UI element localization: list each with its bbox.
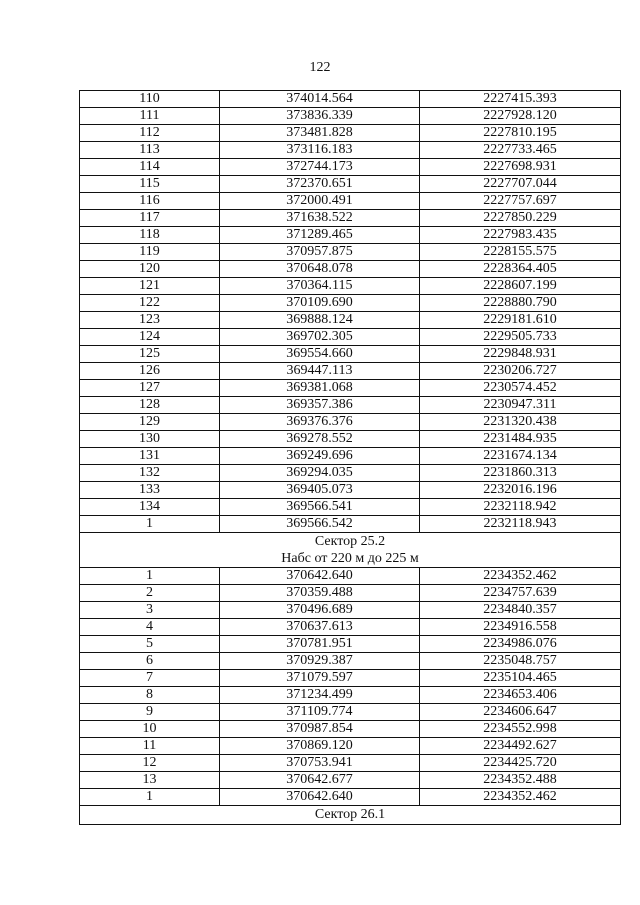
y-coordinate-cell: 2234425.720 xyxy=(420,755,621,772)
point-number-cell: 121 xyxy=(80,278,220,295)
point-number-cell: 124 xyxy=(80,329,220,346)
coordinates-table-wrapper xyxy=(79,90,620,825)
table-row xyxy=(80,312,621,329)
table-row xyxy=(80,619,621,636)
point-number-cell: 129 xyxy=(80,414,220,431)
table-row xyxy=(80,329,621,346)
y-coordinate-cell: 2234492.627 xyxy=(420,738,621,755)
x-coordinate-cell: 370753.941 xyxy=(220,755,420,772)
sector-title: Сектор 25.2 xyxy=(314,534,386,549)
y-coordinate-cell: 2229848.931 xyxy=(420,346,621,363)
x-coordinate-cell: 370869.120 xyxy=(220,738,420,755)
point-number-cell: 13 xyxy=(80,772,220,789)
point-number-cell: 112 xyxy=(80,125,220,142)
x-coordinate-cell: 370929.387 xyxy=(220,653,420,670)
table-row xyxy=(80,244,621,261)
sector-header-row xyxy=(80,806,621,825)
x-coordinate-cell: 370642.640 xyxy=(220,789,420,806)
y-coordinate-cell: 2230574.452 xyxy=(420,380,621,397)
table-row xyxy=(80,687,621,704)
y-coordinate-cell: 2230206.727 xyxy=(420,363,621,380)
sector-header-26-1 xyxy=(80,806,621,825)
table-row xyxy=(80,278,621,295)
table-body-sector-25-1 xyxy=(80,91,621,533)
x-coordinate-cell: 370648.078 xyxy=(220,261,420,278)
point-number-cell: 133 xyxy=(80,482,220,499)
table-row xyxy=(80,465,621,482)
point-number-cell: 125 xyxy=(80,346,220,363)
x-coordinate-cell: 370364.115 xyxy=(220,278,420,295)
table-row xyxy=(80,670,621,687)
y-coordinate-cell: 2228880.790 xyxy=(420,295,621,312)
y-coordinate-cell: 2228155.575 xyxy=(420,244,621,261)
point-number-cell: 6 xyxy=(80,653,220,670)
x-coordinate-cell: 373836.339 xyxy=(220,108,420,125)
point-number-cell: 113 xyxy=(80,142,220,159)
x-coordinate-cell: 370496.689 xyxy=(220,602,420,619)
x-coordinate-cell: 370637.613 xyxy=(220,619,420,636)
x-coordinate-cell: 369278.552 xyxy=(220,431,420,448)
table-row xyxy=(80,125,621,142)
y-coordinate-cell: 2231484.935 xyxy=(420,431,621,448)
y-coordinate-cell: 2234757.639 xyxy=(420,585,621,602)
point-number-cell: 122 xyxy=(80,295,220,312)
y-coordinate-cell: 2231674.134 xyxy=(420,448,621,465)
y-coordinate-cell: 2231860.313 xyxy=(420,465,621,482)
sector-header-25-2 xyxy=(80,533,621,568)
y-coordinate-cell: 2234352.462 xyxy=(420,789,621,806)
table-row xyxy=(80,91,621,108)
point-number-cell: 1 xyxy=(80,568,220,585)
page-number: 122 xyxy=(309,60,331,75)
point-number-cell: 117 xyxy=(80,210,220,227)
point-number-cell: 131 xyxy=(80,448,220,465)
x-coordinate-cell: 369888.124 xyxy=(220,312,420,329)
y-coordinate-cell: 2234552.998 xyxy=(420,721,621,738)
point-number-cell: 134 xyxy=(80,499,220,516)
point-number-cell: 118 xyxy=(80,227,220,244)
table-row xyxy=(80,176,621,193)
y-coordinate-cell: 2235048.757 xyxy=(420,653,621,670)
point-number-cell: 115 xyxy=(80,176,220,193)
y-coordinate-cell: 2232118.942 xyxy=(420,499,621,516)
table-row xyxy=(80,159,621,176)
y-coordinate-cell: 2227757.697 xyxy=(420,193,621,210)
x-coordinate-cell: 369702.305 xyxy=(220,329,420,346)
x-coordinate-cell: 370359.488 xyxy=(220,585,420,602)
point-number-cell: 11 xyxy=(80,738,220,755)
point-number-cell: 7 xyxy=(80,670,220,687)
table-row xyxy=(80,755,621,772)
table-row xyxy=(80,789,621,806)
y-coordinate-cell: 2227810.195 xyxy=(420,125,621,142)
point-number-cell: 128 xyxy=(80,397,220,414)
point-number-cell: 114 xyxy=(80,159,220,176)
x-coordinate-cell: 369376.376 xyxy=(220,414,420,431)
y-coordinate-cell: 2234606.647 xyxy=(420,704,621,721)
x-coordinate-cell: 372744.173 xyxy=(220,159,420,176)
sector-header-cell xyxy=(80,533,621,568)
x-coordinate-cell: 370781.951 xyxy=(220,636,420,653)
x-coordinate-cell: 371638.522 xyxy=(220,210,420,227)
y-coordinate-cell: 2227707.044 xyxy=(420,176,621,193)
y-coordinate-cell: 2234840.357 xyxy=(420,602,621,619)
table-row xyxy=(80,653,621,670)
y-coordinate-cell: 2230947.311 xyxy=(420,397,621,414)
point-number-cell: 8 xyxy=(80,687,220,704)
point-number-cell: 119 xyxy=(80,244,220,261)
y-coordinate-cell: 2232118.943 xyxy=(420,516,621,533)
y-coordinate-cell: 2234986.076 xyxy=(420,636,621,653)
x-coordinate-cell: 373481.828 xyxy=(220,125,420,142)
coordinates-table xyxy=(79,90,621,825)
x-coordinate-cell: 369554.660 xyxy=(220,346,420,363)
y-coordinate-cell: 2232016.196 xyxy=(420,482,621,499)
point-number-cell: 3 xyxy=(80,602,220,619)
table-row xyxy=(80,516,621,533)
table-row xyxy=(80,721,621,738)
point-number-cell: 12 xyxy=(80,755,220,772)
y-coordinate-cell: 2227733.465 xyxy=(420,142,621,159)
y-coordinate-cell: 2234352.488 xyxy=(420,772,621,789)
x-coordinate-cell: 369381.068 xyxy=(220,380,420,397)
point-number-cell: 1 xyxy=(80,789,220,806)
x-coordinate-cell: 370987.854 xyxy=(220,721,420,738)
point-number-cell: 110 xyxy=(80,91,220,108)
table-row xyxy=(80,261,621,278)
y-coordinate-cell: 2227983.435 xyxy=(420,227,621,244)
x-coordinate-cell: 369357.386 xyxy=(220,397,420,414)
y-coordinate-cell: 2227415.393 xyxy=(420,91,621,108)
x-coordinate-cell: 369566.541 xyxy=(220,499,420,516)
table-row xyxy=(80,108,621,125)
table-row xyxy=(80,499,621,516)
table-row xyxy=(80,568,621,585)
table-row xyxy=(80,295,621,312)
table-row xyxy=(80,602,621,619)
point-number-cell: 5 xyxy=(80,636,220,653)
x-coordinate-cell: 374014.564 xyxy=(220,91,420,108)
table-row xyxy=(80,210,621,227)
x-coordinate-cell: 371079.597 xyxy=(220,670,420,687)
table-row xyxy=(80,142,621,159)
point-number-cell: 126 xyxy=(80,363,220,380)
y-coordinate-cell: 2227850.229 xyxy=(420,210,621,227)
x-coordinate-cell: 372000.491 xyxy=(220,193,420,210)
sector-header-row xyxy=(80,533,621,568)
point-number-cell: 10 xyxy=(80,721,220,738)
table-row xyxy=(80,585,621,602)
point-number-cell: 116 xyxy=(80,193,220,210)
point-number-cell: 9 xyxy=(80,704,220,721)
table-row xyxy=(80,448,621,465)
y-coordinate-cell: 2228364.405 xyxy=(420,261,621,278)
y-coordinate-cell: 2229505.733 xyxy=(420,329,621,346)
point-number-cell: 132 xyxy=(80,465,220,482)
table-row xyxy=(80,363,621,380)
y-coordinate-cell: 2228607.199 xyxy=(420,278,621,295)
y-coordinate-cell: 2235104.465 xyxy=(420,670,621,687)
point-number-cell: 130 xyxy=(80,431,220,448)
sector-title: Сектор 26.1 xyxy=(80,806,621,825)
y-coordinate-cell: 2231320.438 xyxy=(420,414,621,431)
x-coordinate-cell: 369249.696 xyxy=(220,448,420,465)
table-row xyxy=(80,738,621,755)
x-coordinate-cell: 372370.651 xyxy=(220,176,420,193)
table-row xyxy=(80,397,621,414)
y-coordinate-cell: 2227698.931 xyxy=(420,159,621,176)
table-row xyxy=(80,482,621,499)
x-coordinate-cell: 369405.073 xyxy=(220,482,420,499)
table-row xyxy=(80,704,621,721)
y-coordinate-cell: 2229181.610 xyxy=(420,312,621,329)
x-coordinate-cell: 373116.183 xyxy=(220,142,420,159)
x-coordinate-cell: 370957.875 xyxy=(220,244,420,261)
x-coordinate-cell: 369294.035 xyxy=(220,465,420,482)
y-coordinate-cell: 2234916.558 xyxy=(420,619,621,636)
point-number-cell: 1 xyxy=(80,516,220,533)
y-coordinate-cell: 2234653.406 xyxy=(420,687,621,704)
point-number-cell: 123 xyxy=(80,312,220,329)
table-row xyxy=(80,414,621,431)
x-coordinate-cell: 370642.640 xyxy=(220,568,420,585)
y-coordinate-cell: 2234352.462 xyxy=(420,568,621,585)
x-coordinate-cell: 371289.465 xyxy=(220,227,420,244)
point-number-cell: 2 xyxy=(80,585,220,602)
x-coordinate-cell: 371234.499 xyxy=(220,687,420,704)
table-row xyxy=(80,431,621,448)
x-coordinate-cell: 370642.677 xyxy=(220,772,420,789)
table-body-sector-25-2 xyxy=(80,568,621,806)
x-coordinate-cell: 369447.113 xyxy=(220,363,420,380)
point-number-cell: 4 xyxy=(80,619,220,636)
table-row xyxy=(80,636,621,653)
x-coordinate-cell: 369566.542 xyxy=(220,516,420,533)
table-row xyxy=(80,380,621,397)
point-number-cell: 120 xyxy=(80,261,220,278)
sector-subtitle: Набс от 220 м до 225 м xyxy=(281,551,419,566)
point-number-cell: 111 xyxy=(80,108,220,125)
y-coordinate-cell: 2227928.120 xyxy=(420,108,621,125)
x-coordinate-cell: 371109.774 xyxy=(220,704,420,721)
table-row xyxy=(80,193,621,210)
table-row xyxy=(80,227,621,244)
point-number-cell: 127 xyxy=(80,380,220,397)
table-row xyxy=(80,346,621,363)
table-row xyxy=(80,772,621,789)
x-coordinate-cell: 370109.690 xyxy=(220,295,420,312)
